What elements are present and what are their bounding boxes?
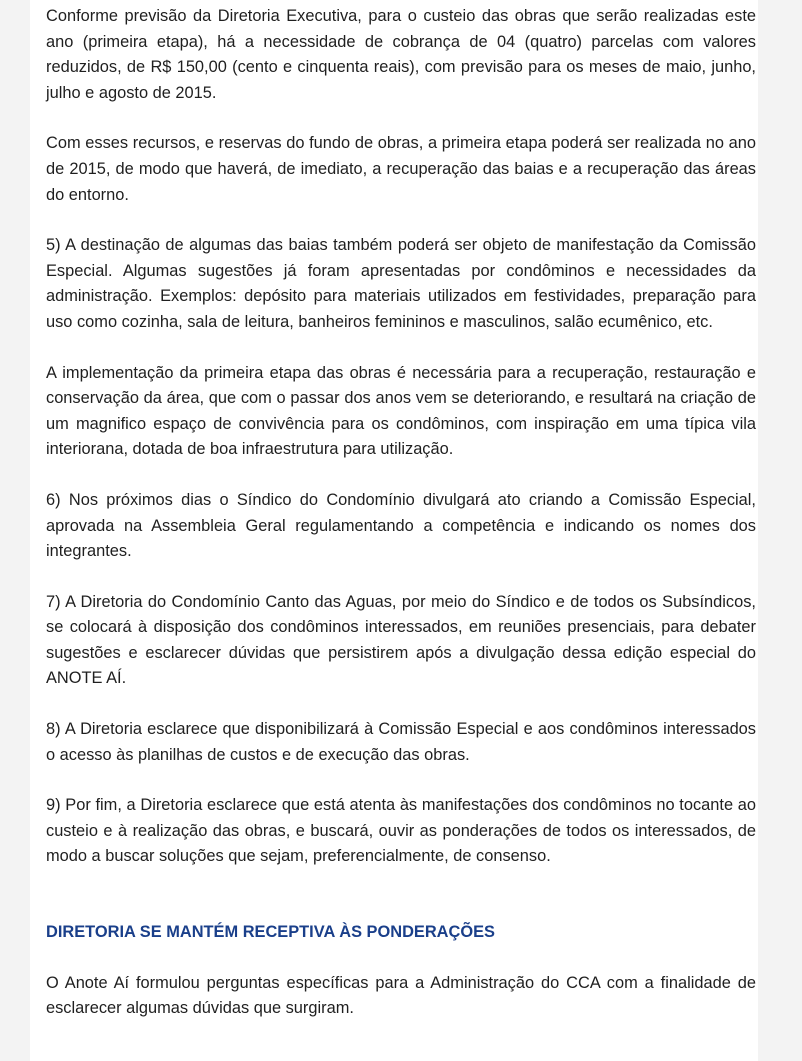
paragraph-recursos-primeira-etapa: Com esses recursos, e reservas do fundo de obras, a primeira etapa poderá ser realizada no ano de 2015, de modo que haverá, de imediato, a recuperação das baias e a recuperação das áreas do entorno. [46,134,756,204]
section-title: DIRETORIA SE MANTÉM RECEPTIVA ÀS PONDERAÇÕES [46,923,495,942]
paragraph-anote-ai-perguntas: O Anote Aí formulou perguntas específicas para a Administração do CCA com a finalidade de esclarecer algumas dúvidas que surgiram. [46,973,756,1018]
paragraph-custeio-parcelas: Conforme previsão da Diretoria Executiva, para o custeio das obras que serão realizadas este ano (primeira etapa), há a necessidade de cobrança de 04 (quatro) parcelas com valores reduzidos, de R$ 150,00 (cento e cinquenta reais), com previsão para os meses de maio, junho, julho e agosto de 2015. [46,7,756,102]
paragraph-implementacao-obras: A implementação da primeira etapa das obras é necessária para a recuperação, restauração e conservação da área, que com o passar dos anos vem se deteriorando, e resultará na criação de um magnifico espaço de convivência para os condôminos, com inspiração em uma típica vila interiorana, dotada de boa infraestrutura para utilização. [46,363,756,459]
paragraph-item-5-destinacao-baias: 5) A destinação de algumas das baias também poderá ser objeto de manifestação da Comissão Especial. Algumas sugestões já foram apresentadas por condôminos e necessidades da administração. Exemplos: depósito para materiais utilizados em festividades, preparação para uso como cozinha, sala de leitura, banheiros femininos e masculinos, salão ecumênico, etc. [46,236,756,331]
article-page [30,0,758,1061]
paragraph-item-8-planilhas: 8) A Diretoria esclarece que disponibilizará à Comissão Especial e aos condôminos interessados o acesso às planilhas de custos e de execução das obras. [46,720,756,764]
paragraph-item-6-comissao-especial: 6) Nos próximos dias o Síndico do Condomínio divulgará ato criando a Comissão Especial, aprovada na Assembleia Geral regulamentando a competência e indicando os nomes dos integrantes. [46,490,756,561]
paragraph-item-9-consenso: 9) Por fim, a Diretoria esclarece que está atenta às manifestações dos condôminos no tocante ao custeio e à realização das obras, e buscará, ouvir as ponderações de todos os interessados, de modo a buscar soluções que sejam, preferencialmente, de consenso. [46,796,756,866]
paragraph-item-7-reunioes: 7) A Diretoria do Condomínio Canto das Aguas, por meio do Síndico e de todos os Subsíndicos, se colocará à disposição dos condôminos interessados, em reuniões presenciais, para debater sugestões e esclarecer dúvidas que persistirem após a divulgação dessa edição especial do ANOTE AÍ. [46,592,756,688]
